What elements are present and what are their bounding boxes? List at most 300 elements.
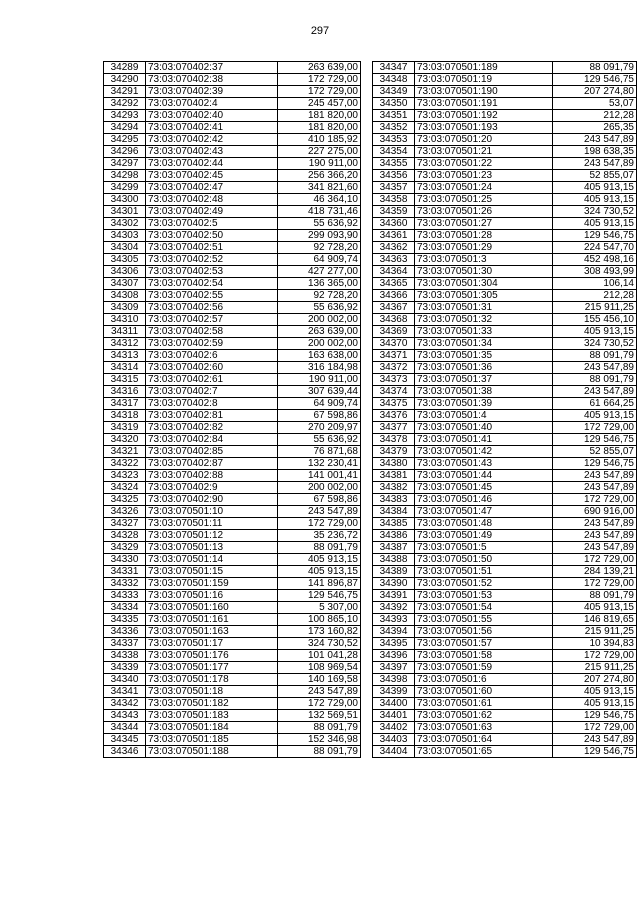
cadastral-number-cell: 73:03:070501:37 xyxy=(415,374,553,386)
value-cell: 129 546,75 xyxy=(553,746,637,758)
cadastral-number-cell: 73:03:070402:51 xyxy=(146,242,278,254)
value-cell: 132 569,51 xyxy=(278,710,361,722)
cadastral-number-cell: 73:03:070402:5 xyxy=(146,218,278,230)
cadastral-number-cell: 73:03:070402:47 xyxy=(146,182,278,194)
value-cell: 129 546,75 xyxy=(553,230,637,242)
cadastral-number-cell: 73:03:070501:19 xyxy=(415,74,553,86)
table-row xyxy=(373,230,637,242)
value-cell: 243 547,89 xyxy=(553,518,637,530)
cadastral-number-cell: 73:03:070501:36 xyxy=(415,362,553,374)
value-cell: 67 598,86 xyxy=(278,494,361,506)
value-cell: 324 730,52 xyxy=(553,338,637,350)
value-cell: 324 730,52 xyxy=(553,206,637,218)
value-cell: 308 493,99 xyxy=(553,266,637,278)
value-cell: 243 547,89 xyxy=(278,686,361,698)
row-number-cell: 34331 xyxy=(104,566,146,578)
row-number-cell: 34325 xyxy=(104,494,146,506)
table-row xyxy=(373,458,637,470)
value-cell: 129 546,75 xyxy=(553,710,637,722)
table-row xyxy=(104,302,361,314)
value-cell: 405 913,15 xyxy=(553,602,637,614)
value-cell: 227 275,00 xyxy=(278,146,361,158)
value-cell: 341 821,60 xyxy=(278,182,361,194)
value-cell: 405 913,15 xyxy=(553,698,637,710)
table-row xyxy=(373,638,637,650)
value-cell: 55 636,92 xyxy=(278,218,361,230)
row-number-cell: 34302 xyxy=(104,218,146,230)
value-cell: 256 366,20 xyxy=(278,170,361,182)
row-number-cell: 34379 xyxy=(373,446,415,458)
table-row xyxy=(104,434,361,446)
value-cell: 243 547,89 xyxy=(553,482,637,494)
row-number-cell: 34313 xyxy=(104,350,146,362)
row-number-cell: 34336 xyxy=(104,626,146,638)
row-number-cell: 34366 xyxy=(373,290,415,302)
table-row xyxy=(373,470,637,482)
row-number-cell: 34319 xyxy=(104,422,146,434)
row-number-cell: 34295 xyxy=(104,134,146,146)
cadastral-number-cell: 73:03:070501:305 xyxy=(415,290,553,302)
cadastral-number-cell: 73:03:070501:64 xyxy=(415,734,553,746)
table-row xyxy=(373,386,637,398)
value-cell: 200 002,00 xyxy=(278,482,361,494)
row-number-cell: 34300 xyxy=(104,194,146,206)
cadastral-number-cell: 73:03:070402:87 xyxy=(146,458,278,470)
value-cell: 299 093,90 xyxy=(278,230,361,242)
cadastral-number-cell: 73:03:070402:43 xyxy=(146,146,278,158)
cadastral-number-cell: 73:03:070501:58 xyxy=(415,650,553,662)
table-row xyxy=(104,422,361,434)
cadastral-number-cell: 73:03:070402:81 xyxy=(146,410,278,422)
value-cell: 181 820,00 xyxy=(278,110,361,122)
value-cell: 52 855,07 xyxy=(553,446,637,458)
cadastral-number-cell: 73:03:070501:11 xyxy=(146,518,278,530)
value-cell: 92 728,20 xyxy=(278,290,361,302)
cadastral-number-cell: 73:03:070501:65 xyxy=(415,746,553,758)
value-cell: 92 728,20 xyxy=(278,242,361,254)
value-cell: 88 091,79 xyxy=(553,374,637,386)
cadastral-number-cell: 73:03:070501:190 xyxy=(415,86,553,98)
row-number-cell: 34323 xyxy=(104,470,146,482)
row-number-cell: 34376 xyxy=(373,410,415,422)
cadastral-number-cell: 73:03:070501:183 xyxy=(146,710,278,722)
row-number-cell: 34354 xyxy=(373,146,415,158)
cadastral-number-cell: 73:03:070402:6 xyxy=(146,350,278,362)
table-row xyxy=(104,134,361,146)
table-row xyxy=(373,374,637,386)
cadastral-number-cell: 73:03:070501:18 xyxy=(146,686,278,698)
value-cell: 136 365,00 xyxy=(278,278,361,290)
table-row xyxy=(373,410,637,422)
value-cell: 129 546,75 xyxy=(278,590,361,602)
cadastral-number-cell: 73:03:070501:191 xyxy=(415,98,553,110)
value-cell: 405 913,15 xyxy=(553,194,637,206)
table-row xyxy=(104,254,361,266)
table-row xyxy=(104,614,361,626)
cadastral-number-cell: 73:03:070402:57 xyxy=(146,314,278,326)
table-row xyxy=(373,182,637,194)
value-cell: 76 871,68 xyxy=(278,446,361,458)
row-number-cell: 34357 xyxy=(373,182,415,194)
cadastral-number-cell: 73:03:070501:50 xyxy=(415,554,553,566)
table-row xyxy=(373,662,637,674)
table-row xyxy=(373,590,637,602)
row-number-cell: 34390 xyxy=(373,578,415,590)
cadastral-number-cell: 73:03:070402:53 xyxy=(146,266,278,278)
value-cell: 405 913,15 xyxy=(553,686,637,698)
table-row xyxy=(373,170,637,182)
row-number-cell: 34305 xyxy=(104,254,146,266)
row-number-cell: 34342 xyxy=(104,698,146,710)
value-cell: 129 546,75 xyxy=(553,74,637,86)
table-row xyxy=(373,62,637,74)
value-cell: 172 729,00 xyxy=(553,554,637,566)
value-cell: 106,14 xyxy=(553,278,637,290)
row-number-cell: 34381 xyxy=(373,470,415,482)
table-row xyxy=(373,146,637,158)
row-number-cell: 34333 xyxy=(104,590,146,602)
row-number-cell: 34375 xyxy=(373,398,415,410)
row-number-cell: 34335 xyxy=(104,614,146,626)
value-cell: 243 547,89 xyxy=(553,734,637,746)
cadastral-number-cell: 73:03:070501:23 xyxy=(415,170,553,182)
value-cell: 181 820,00 xyxy=(278,122,361,134)
table-row xyxy=(104,218,361,230)
table-row xyxy=(373,362,637,374)
value-cell: 405 913,15 xyxy=(278,566,361,578)
table-row xyxy=(104,194,361,206)
table-row xyxy=(104,206,361,218)
value-cell: 52 855,07 xyxy=(553,170,637,182)
value-cell: 215 911,25 xyxy=(553,626,637,638)
cadastral-number-cell: 73:03:070402:61 xyxy=(146,374,278,386)
cadastral-number-cell: 73:03:070501:54 xyxy=(415,602,553,614)
row-number-cell: 34396 xyxy=(373,650,415,662)
cadastral-number-cell: 73:03:070501:33 xyxy=(415,326,553,338)
row-number-cell: 34373 xyxy=(373,374,415,386)
cadastral-number-cell: 73:03:070501:62 xyxy=(415,710,553,722)
row-number-cell: 34400 xyxy=(373,698,415,710)
table-row xyxy=(104,158,361,170)
cadastral-number-cell: 73:03:070501:15 xyxy=(146,566,278,578)
cadastral-number-cell: 73:03:070402:56 xyxy=(146,302,278,314)
table-row xyxy=(373,530,637,542)
table-row xyxy=(104,290,361,302)
table-row xyxy=(104,398,361,410)
table-row xyxy=(373,722,637,734)
cadastral-number-cell: 73:03:070402:49 xyxy=(146,206,278,218)
table-row xyxy=(104,494,361,506)
row-number-cell: 34299 xyxy=(104,182,146,194)
table-row xyxy=(373,494,637,506)
value-cell: 410 185,92 xyxy=(278,134,361,146)
row-number-cell: 34294 xyxy=(104,122,146,134)
cadastral-number-cell: 73:03:070402:55 xyxy=(146,290,278,302)
row-number-cell: 34394 xyxy=(373,626,415,638)
cadastral-number-cell: 73:03:070501:182 xyxy=(146,698,278,710)
table-row xyxy=(104,482,361,494)
cadastral-number-cell: 73:03:070501:12 xyxy=(146,530,278,542)
value-cell: 100 865,10 xyxy=(278,614,361,626)
row-number-cell: 34316 xyxy=(104,386,146,398)
cadastral-number-cell: 73:03:070501:32 xyxy=(415,314,553,326)
cadastral-number-cell: 73:03:070501:60 xyxy=(415,686,553,698)
cadastral-number-cell: 73:03:070501:188 xyxy=(146,746,278,758)
cadastral-number-cell: 73:03:070501:192 xyxy=(415,110,553,122)
cadastral-number-cell: 73:03:070501:178 xyxy=(146,674,278,686)
cadastral-number-cell: 73:03:070402:39 xyxy=(146,86,278,98)
cadastral-number-cell: 73:03:070501:59 xyxy=(415,662,553,674)
row-number-cell: 34403 xyxy=(373,734,415,746)
cadastral-number-cell: 73:03:070402:60 xyxy=(146,362,278,374)
cadastral-number-cell: 73:03:070501:163 xyxy=(146,626,278,638)
row-number-cell: 34387 xyxy=(373,542,415,554)
cadastral-number-cell: 73:03:070501:5 xyxy=(415,542,553,554)
table-row xyxy=(373,350,637,362)
table-row xyxy=(373,122,637,134)
row-number-cell: 34385 xyxy=(373,518,415,530)
row-number-cell: 34355 xyxy=(373,158,415,170)
row-number-cell: 34395 xyxy=(373,638,415,650)
cadastral-number-cell: 73:03:070501:184 xyxy=(146,722,278,734)
cadastral-number-cell: 73:03:070501:51 xyxy=(415,566,553,578)
table-row xyxy=(104,350,361,362)
cadastral-number-cell: 73:03:070402:50 xyxy=(146,230,278,242)
value-cell: 132 230,41 xyxy=(278,458,361,470)
value-cell: 270 209,97 xyxy=(278,422,361,434)
row-number-cell: 34352 xyxy=(373,122,415,134)
left-table xyxy=(103,61,361,758)
row-number-cell: 34364 xyxy=(373,266,415,278)
row-number-cell: 34297 xyxy=(104,158,146,170)
row-number-cell: 34350 xyxy=(373,98,415,110)
table-row xyxy=(373,698,637,710)
row-number-cell: 34318 xyxy=(104,410,146,422)
row-number-cell: 34328 xyxy=(104,530,146,542)
row-number-cell: 34347 xyxy=(373,62,415,74)
cadastral-number-cell: 73:03:070501:3 xyxy=(415,254,553,266)
cadastral-number-cell: 73:03:070501:42 xyxy=(415,446,553,458)
value-cell: 140 169,58 xyxy=(278,674,361,686)
value-cell: 61 664,25 xyxy=(553,398,637,410)
table-row xyxy=(373,614,637,626)
table-row xyxy=(373,86,637,98)
table-row xyxy=(373,506,637,518)
value-cell: 307 639,44 xyxy=(278,386,361,398)
cadastral-number-cell: 73:03:070402:59 xyxy=(146,338,278,350)
cadastral-number-cell: 73:03:070501:27 xyxy=(415,218,553,230)
table-row xyxy=(104,626,361,638)
row-number-cell: 34391 xyxy=(373,590,415,602)
cadastral-number-cell: 73:03:070501:17 xyxy=(146,638,278,650)
table-row xyxy=(104,374,361,386)
table-row xyxy=(104,722,361,734)
value-cell: 88 091,79 xyxy=(278,722,361,734)
table-row xyxy=(104,446,361,458)
cadastral-number-cell: 73:03:070501:52 xyxy=(415,578,553,590)
value-cell: 405 913,15 xyxy=(553,410,637,422)
table-row xyxy=(104,266,361,278)
row-number-cell: 34326 xyxy=(104,506,146,518)
value-cell: 243 547,89 xyxy=(553,158,637,170)
value-cell: 53,07 xyxy=(553,98,637,110)
cadastral-number-cell: 73:03:070402:82 xyxy=(146,422,278,434)
row-number-cell: 34348 xyxy=(373,74,415,86)
row-number-cell: 34383 xyxy=(373,494,415,506)
table-row xyxy=(104,338,361,350)
table-row xyxy=(104,242,361,254)
table-row xyxy=(373,482,637,494)
cadastral-number-cell: 73:03:070501:160 xyxy=(146,602,278,614)
row-number-cell: 34317 xyxy=(104,398,146,410)
row-number-cell: 34306 xyxy=(104,266,146,278)
row-number-cell: 34397 xyxy=(373,662,415,674)
table-row xyxy=(104,362,361,374)
row-number-cell: 34329 xyxy=(104,542,146,554)
row-number-cell: 34389 xyxy=(373,566,415,578)
table-row xyxy=(104,590,361,602)
row-number-cell: 34346 xyxy=(104,746,146,758)
table-row xyxy=(373,338,637,350)
cadastral-number-cell: 73:03:070501:159 xyxy=(146,578,278,590)
table-row xyxy=(104,86,361,98)
value-cell: 200 002,00 xyxy=(278,314,361,326)
table-row xyxy=(373,434,637,446)
table-row xyxy=(104,710,361,722)
cadastral-number-cell: 73:03:070501:56 xyxy=(415,626,553,638)
cadastral-number-cell: 73:03:070402:54 xyxy=(146,278,278,290)
row-number-cell: 34398 xyxy=(373,674,415,686)
row-number-cell: 34360 xyxy=(373,218,415,230)
value-cell: 263 639,00 xyxy=(278,62,361,74)
value-cell: 88 091,79 xyxy=(553,350,637,362)
value-cell: 172 729,00 xyxy=(553,578,637,590)
row-number-cell: 34368 xyxy=(373,314,415,326)
row-number-cell: 34392 xyxy=(373,602,415,614)
row-number-cell: 34311 xyxy=(104,326,146,338)
row-number-cell: 34363 xyxy=(373,254,415,266)
cadastral-number-cell: 73:03:070402:42 xyxy=(146,134,278,146)
table-row xyxy=(373,242,637,254)
cadastral-number-cell: 73:03:070501:55 xyxy=(415,614,553,626)
table-row xyxy=(373,578,637,590)
cadastral-number-cell: 73:03:070501:24 xyxy=(415,182,553,194)
table-row xyxy=(373,254,637,266)
cadastral-number-cell: 73:03:070501:45 xyxy=(415,482,553,494)
cadastral-number-cell: 73:03:070501:41 xyxy=(415,434,553,446)
table-row xyxy=(373,278,637,290)
value-cell: 263 639,00 xyxy=(278,326,361,338)
row-number-cell: 34322 xyxy=(104,458,146,470)
cadastral-number-cell: 73:03:070501:14 xyxy=(146,554,278,566)
table-row xyxy=(373,158,637,170)
value-cell: 190 911,00 xyxy=(278,158,361,170)
row-number-cell: 34404 xyxy=(373,746,415,758)
row-number-cell: 34291 xyxy=(104,86,146,98)
row-number-cell: 34324 xyxy=(104,482,146,494)
cadastral-number-cell: 73:03:070501:47 xyxy=(415,506,553,518)
row-number-cell: 34356 xyxy=(373,170,415,182)
value-cell: 405 913,15 xyxy=(553,218,637,230)
row-number-cell: 34314 xyxy=(104,362,146,374)
value-cell: 316 184,98 xyxy=(278,362,361,374)
cadastral-number-cell: 73:03:070501:189 xyxy=(415,62,553,74)
table-row xyxy=(373,422,637,434)
cadastral-number-cell: 73:03:070501:26 xyxy=(415,206,553,218)
row-number-cell: 34343 xyxy=(104,710,146,722)
right-table xyxy=(372,61,637,758)
row-number-cell: 34374 xyxy=(373,386,415,398)
value-cell: 172 729,00 xyxy=(553,422,637,434)
value-cell: 141 001,41 xyxy=(278,470,361,482)
table-row xyxy=(373,734,637,746)
row-number-cell: 34321 xyxy=(104,446,146,458)
table-row xyxy=(373,542,637,554)
row-number-cell: 34296 xyxy=(104,146,146,158)
row-number-cell: 34337 xyxy=(104,638,146,650)
cadastral-number-cell: 73:03:070501:39 xyxy=(415,398,553,410)
table-row xyxy=(104,566,361,578)
row-number-cell: 34345 xyxy=(104,734,146,746)
row-number-cell: 34304 xyxy=(104,242,146,254)
table-row xyxy=(104,662,361,674)
cadastral-number-cell: 73:03:070501:43 xyxy=(415,458,553,470)
row-number-cell: 34367 xyxy=(373,302,415,314)
table-row xyxy=(104,122,361,134)
value-cell: 129 546,75 xyxy=(553,434,637,446)
cadastral-number-cell: 73:03:070402:41 xyxy=(146,122,278,134)
table-row xyxy=(373,746,637,758)
table-row xyxy=(373,290,637,302)
cadastral-number-cell: 73:03:070402:84 xyxy=(146,434,278,446)
row-number-cell: 34353 xyxy=(373,134,415,146)
table-row xyxy=(373,446,637,458)
cadastral-number-cell: 73:03:070402:8 xyxy=(146,398,278,410)
page-number: 297 xyxy=(310,25,330,37)
row-number-cell: 34301 xyxy=(104,206,146,218)
row-number-cell: 34289 xyxy=(104,62,146,74)
value-cell: 172 729,00 xyxy=(278,698,361,710)
cadastral-number-cell: 73:03:070501:30 xyxy=(415,266,553,278)
row-number-cell: 34358 xyxy=(373,194,415,206)
cadastral-number-cell: 73:03:070501:46 xyxy=(415,494,553,506)
row-number-cell: 34382 xyxy=(373,482,415,494)
row-number-cell: 34365 xyxy=(373,278,415,290)
row-number-cell: 34349 xyxy=(373,86,415,98)
value-cell: 55 636,92 xyxy=(278,434,361,446)
value-cell: 224 547,70 xyxy=(553,242,637,254)
value-cell: 243 547,89 xyxy=(553,134,637,146)
table-row xyxy=(104,230,361,242)
cadastral-number-cell: 73:03:070501:304 xyxy=(415,278,553,290)
cadastral-number-cell: 73:03:070402:40 xyxy=(146,110,278,122)
value-cell: 243 547,89 xyxy=(553,542,637,554)
row-number-cell: 34320 xyxy=(104,434,146,446)
row-number-cell: 34372 xyxy=(373,362,415,374)
value-cell: 172 729,00 xyxy=(278,74,361,86)
value-cell: 35 236,72 xyxy=(278,530,361,542)
row-number-cell: 34378 xyxy=(373,434,415,446)
row-number-cell: 34315 xyxy=(104,374,146,386)
table-row xyxy=(373,518,637,530)
value-cell: 67 598,86 xyxy=(278,410,361,422)
cadastral-number-cell: 73:03:070501:28 xyxy=(415,230,553,242)
cadastral-number-cell: 73:03:070501:22 xyxy=(415,158,553,170)
cadastral-number-cell: 73:03:070501:6 xyxy=(415,674,553,686)
cadastral-number-cell: 73:03:070501:53 xyxy=(415,590,553,602)
value-cell: 212,28 xyxy=(553,290,637,302)
table-row xyxy=(104,110,361,122)
